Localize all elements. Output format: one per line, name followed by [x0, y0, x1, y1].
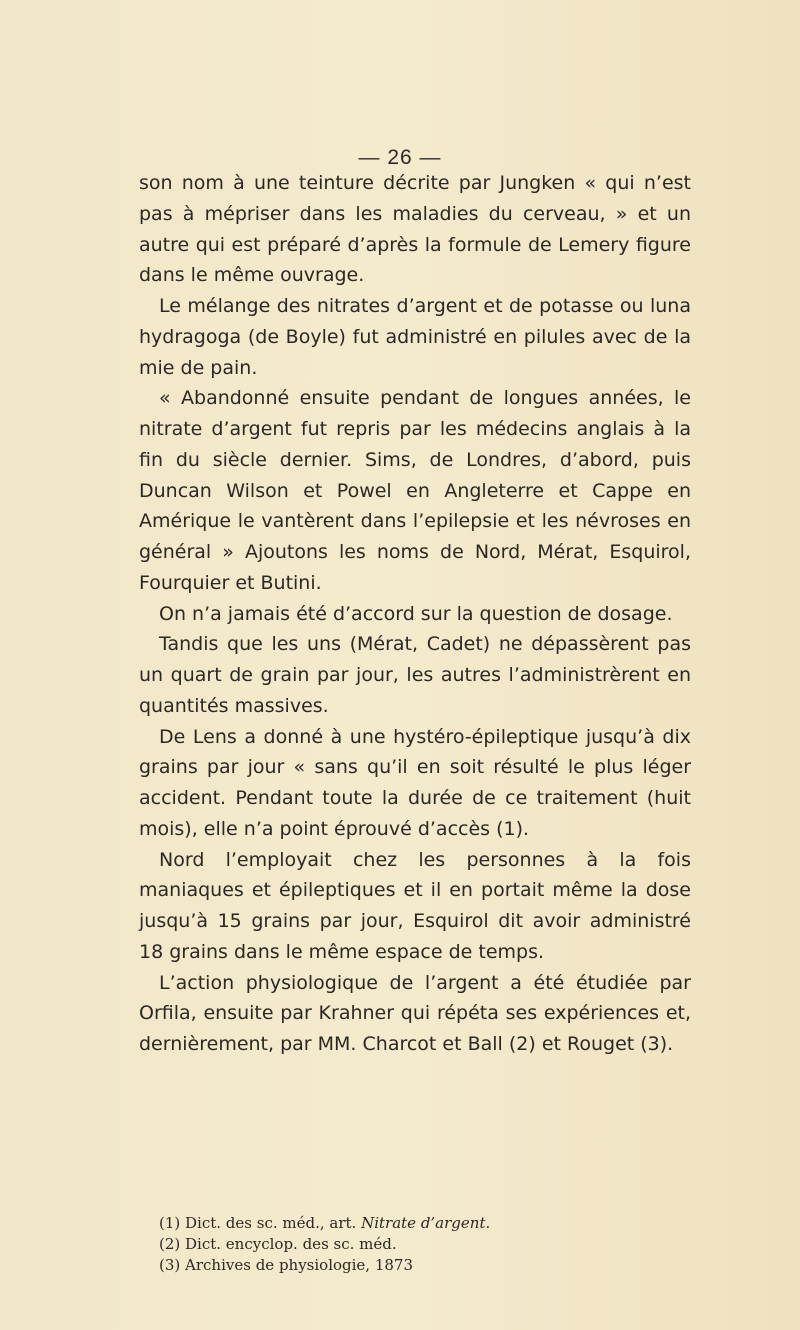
paragraph: Le mélange des nitrates d’argent et de potasse ou luna hydragoga (de Boyle) fut administré en pilules avec de la mie de pain.	[139, 295, 691, 379]
paragraph: De Lens a donné à une hystéro-épileptique jusqu’à dix grains par jour « sans qu’il en soit résulté le plus léger accident. Pendant toute la durée de ce traitement (huit mois), elle n’a point éprouvé d’accès (1).	[139, 725, 691, 840]
footnote-title: Nitrate d’argent.	[361, 1214, 491, 1232]
footnotes	[159, 1213, 689, 1276]
paragraph: « Abandonné ensuite pendant de longues années, le nitrate d’argent fut repris par les médecins anglais à la fin du siècle dernier. Sims, de Londres, d’abord, puis Duncan Wilson et Powel en Angleterre et Cappe en Amérique le vantèrent dans l’epilepsie et les névroses en général » Ajoutons les noms de Nord, Mérat, Esquirol, Fourquier et Butini.	[139, 387, 691, 594]
page-number: — 26 —	[358, 146, 442, 169]
footnote	[159, 1213, 689, 1234]
body-text	[139, 168, 691, 1060]
footnote-text: (2) Dict. encyclop. des sc. méd.	[159, 1235, 397, 1253]
paragraph: Tandis que les uns (Mérat, Cadet) ne dépassèrent pas un quart de grain par jour, les autres l’administrèrent en quantités massives.	[139, 633, 691, 717]
footnote-text: (3) Archives de physiologie, 1873	[159, 1256, 414, 1274]
paragraph: L’action physiologique de l’argent a été étudiée par Orfila, ensuite par Krahner qui répéta ses expériences et, dernièrement, par MM. Charcot et Ball (2) et Rouget (3).	[139, 971, 691, 1055]
footnote-text: (1) Dict. des sc. méd., art.	[159, 1214, 362, 1232]
footnote	[159, 1255, 689, 1276]
paragraph: son nom à une teinture décrite par Jungken « qui n’est pas à mépriser dans les maladies du cerveau, » et un autre qui est préparé d’après la formule de Lemery figure dans le même ouvrage.	[139, 172, 691, 287]
footnote	[159, 1234, 689, 1255]
paragraph: Nord l’employait chez les personnes à la fois maniaques et épileptiques et il en portait même la dose jusqu’à 15 grains par jour, Esquirol dit avoir administré 18 grains dans le même espace de temps.	[139, 848, 691, 963]
paragraph: On n’a jamais été d’accord sur la question de dosage.	[159, 602, 673, 625]
